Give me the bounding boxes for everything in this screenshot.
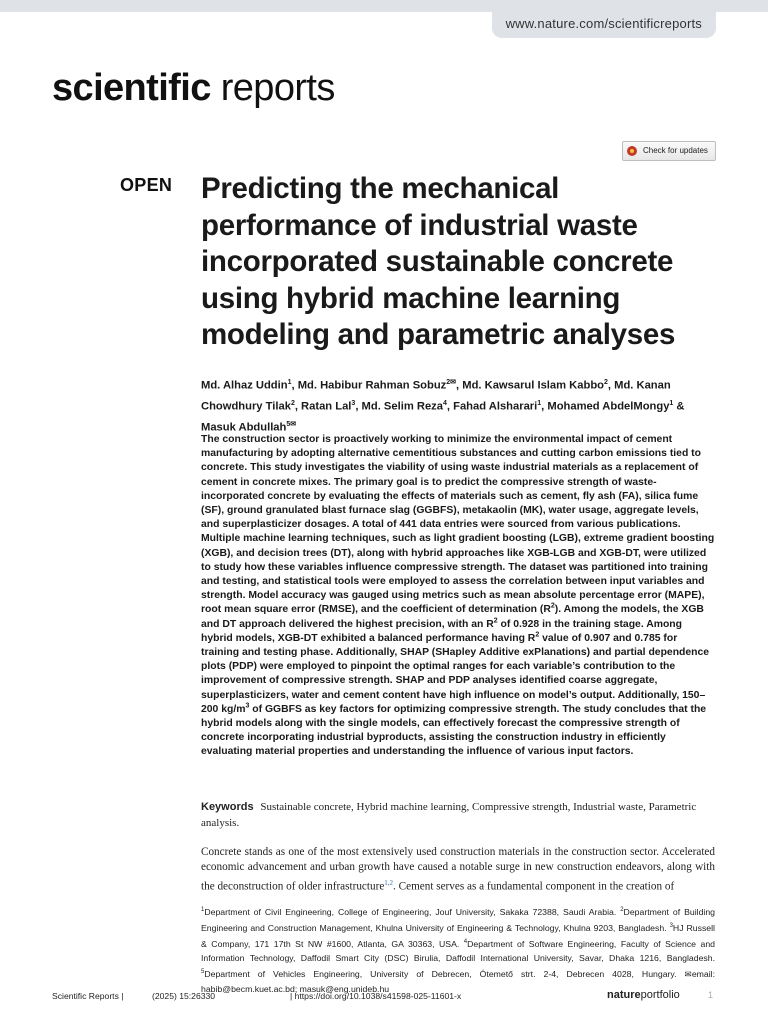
nature-portfolio-logo: natureportfolio <box>607 989 680 1001</box>
journal-url[interactable]: www.nature.com/scientificreports <box>492 10 716 38</box>
author-list: Md. Alhaz Uddin$^1$, Md. Habibur Rahman Sobuz$^{2✉}$, Md. Kawsarul Islam Kabbo$^2$, Md. Kanan Chowdhury Tilak$^2$, Ratan Lal$^3$, Md. Selim Reza$^4$, Fahad Alsharari$^1$, Mohamed AbdelMongy$^1$ & Masuk Abdullah$^{5✉}$ <box>201 379 685 435</box>
abstract: The construction sector is proactively working to minimize the environmental impact of cement manufacturing by adopting alternative cementitious substances and cutting carbon emissions tied to concrete. This study investigates the viability of using waste industrial materials as a replacement of cement in concrete mixes. The primary goal is to predict the compressive strength of waste-incorporated concrete by evaluating the effects of materials such as cement, fly ash (FA), silica fume (SF), ground granulated blast furnace slag (GGBFS), metakaolin (MK), water usage, aggregate levels, and superplasticizer dosages. A total of 441 data entries were sourced from various publications. Multiple machine learning techniques, such as light gradient boosting (LGB), extreme gradient boosting (XGB), and decision trees (DT), along with hybrid approaches like XGB-LGB and XGB-DT, were utilized to study how these variables influence compressive strength. The dataset was partitioned into training and testing, and statistical tools were employed to assess the correlation between input variables and strength. Model accuracy was gauged using metrics such as mean absolute percentage error (MAPE), root mean square error (RMSE), and the coefficient of determination $(R^2)$. Among the models, the XGB and DT approach delivered the highest precision, with an $R^2$ of 0.928 in the training stage. Among hybrid models, XGB-DT exhibited a balanced performance having $R^2$ value of 0.907 and 0.785 for training and testing phase. Additionally, SHAP (SHapley Additive exPlanations) and partial dependence plots (PDP) were employed to pinpoint the optimal ranges for each variable’s contribution to the improvement of compressive strength. SHAP and PDP analyses identified coarse aggregate, superplasticizers, water and cement content have high influence on model’s output. Additionally, 150–200 $kg/m^3$ of GGBFS as key factors for optimizing compressive strength. The study concludes that the hybrid models along with the single models, can effectively forecast the compressive strength of concrete incorporating industrial byproducts, assisting the construction industry in efficiently evaluating material properties and understanding the influence of various input factors. <box>201 434 715 758</box>
footer-journal: Scientific Reports | <box>52 991 124 1001</box>
keywords-label: Keywords <box>201 801 254 813</box>
introduction <box>201 845 715 895</box>
footer-volume: (2025) 15:26330 <box>152 991 216 1001</box>
intro-paragraph: Concrete stands as one of the most extensively used construction materials in the construction sector. Accelerated economic advancement and urban growth have caused a notable surge in new construction endeavors, along with the deconstruction of older infrastructure$^{1,2}$. Cement serves as a fundamental component in the creation of <box>201 846 715 893</box>
page-footer <box>52 988 716 1006</box>
keywords-section <box>201 800 715 831</box>
journal-logo-light: reports <box>210 67 335 109</box>
crossmark-icon <box>627 146 637 156</box>
page-number: 1 <box>708 990 714 1000</box>
journal-logo-bold: scientific <box>52 67 211 109</box>
article-title: Predicting the mechanical performance of industrial waste incorporated sustainable concrete using hybrid machine learning modeling and parametric analyses <box>201 172 676 351</box>
keywords-text: Sustainable concrete, Hybrid machine learning, Compressive strength, Industrial waste, Parametric analysis. <box>201 801 697 829</box>
check-for-updates-button[interactable] <box>622 141 716 161</box>
affiliations: $^1$Department of Civil Engineering, College of Engineering, Jouf University, Sakaka 72388, Saudi Arabia. $^2$Department of Building Engineering and Construction Management, Khulna University of Engineering & Technology, Khulna 9203, Bangladesh. $^3$HJ Russell & Company, 171 17th St NW #1600, Atlanta, GA 30363, USA. $^4$Department of Software Engineering, Faculty of Science and Information Technology, Daffodil Smart City (DSC) Birulia, Daffodil International University, Savar, Dhaka 1216, Bangladesh. $^5$Department of Vehicles Engineering, University of Debrecen, Ótemető strt. 2-4, Debrecen 4028, Hungary. ✉email: habib@becm.kuet.ac.bd; masuk@eng.unideb.hu <box>201 906 716 994</box>
open-access-label: OPEN <box>120 175 173 195</box>
journal-logo[interactable] <box>52 66 335 110</box>
footer-doi-link[interactable]: | https://doi.org/10.1038/s41598-025-11601-x <box>290 991 462 1001</box>
check-for-updates-label: Check for updates <box>643 146 708 155</box>
